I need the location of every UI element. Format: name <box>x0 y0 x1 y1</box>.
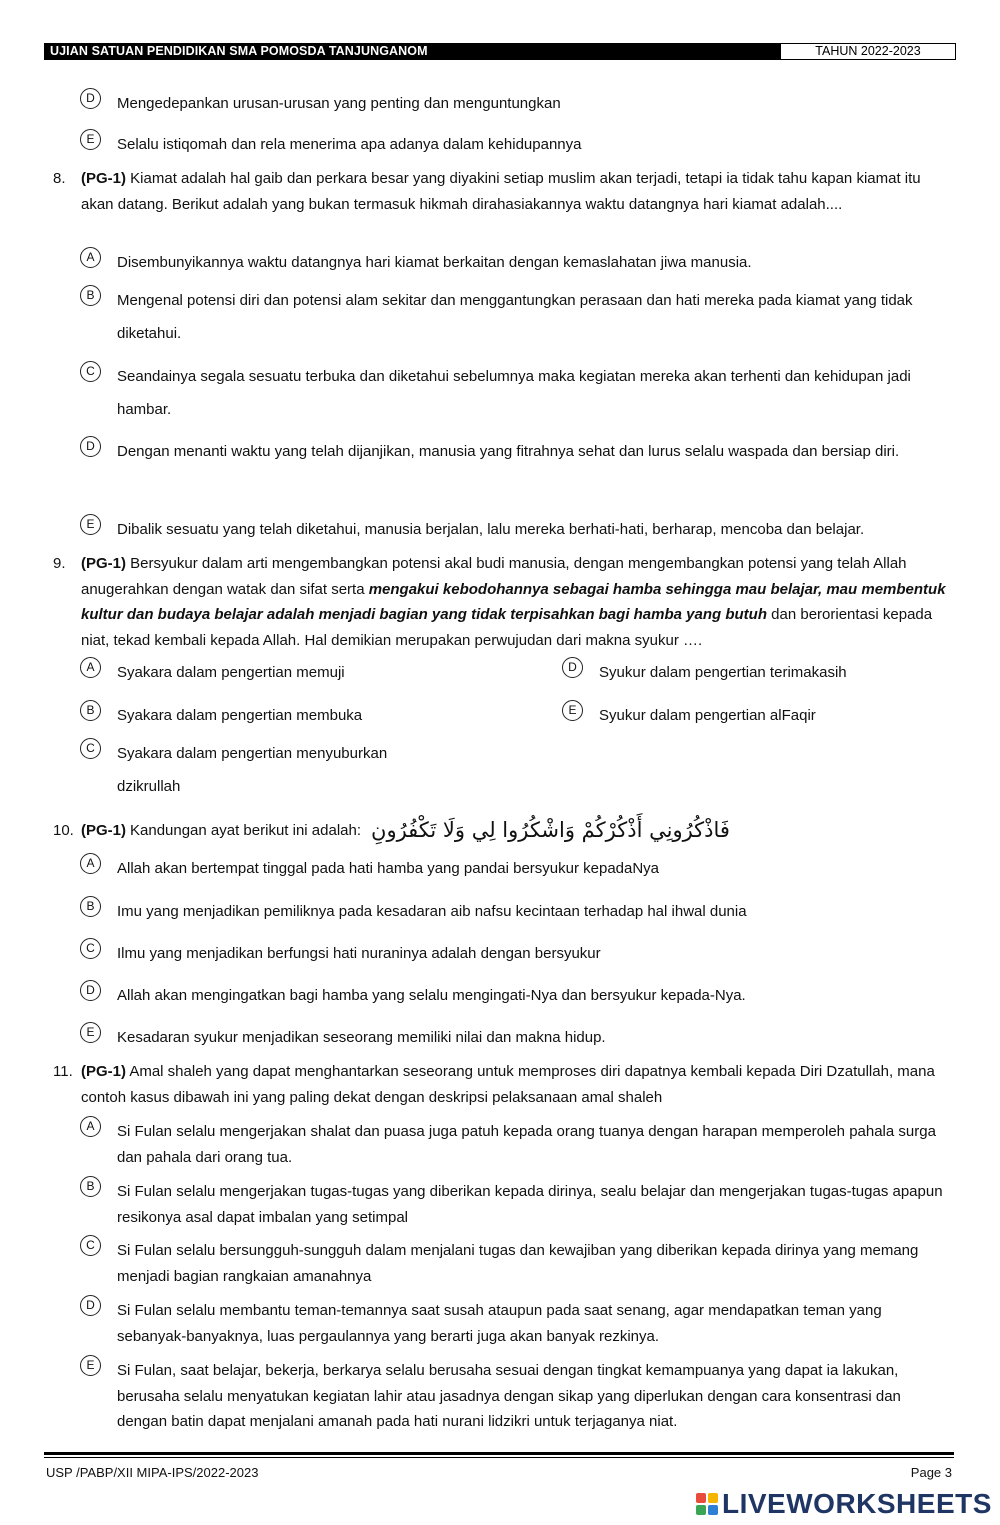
question-tag: (PG-1) <box>81 555 126 572</box>
option-circle[interactable]: A <box>80 247 101 268</box>
question-stem <box>81 1059 953 1110</box>
q8-option-e[interactable] <box>80 517 955 543</box>
option-text: Kesadaran syukur menjadikan seseorang memiliki nilai dan makna hidup. <box>117 1029 606 1046</box>
option-text: Allah akan bertempat tinggal pada hati hamba yang pandai bersyukur kepadaNya <box>117 860 660 877</box>
option-text: Si Fulan selalu mengerjakan shalat dan puasa juga patuh kepada orang tuanya dengan harapan memperoleh pahala surga dan pahala dari orang tua. <box>117 1123 936 1166</box>
option-circle[interactable]: C <box>80 361 101 382</box>
option-circle[interactable]: E <box>80 514 101 535</box>
question-text: Amal shaleh yang dapat menghantarkan seseorang untuk memproses diri dapatnya kembali kepada Diri Dzatullah, mana contoh kasus dibawah ini yang paling dekat dengan deskripsi pelaksanaan amal shaleh <box>81 1063 935 1106</box>
option-circle[interactable]: D <box>80 88 101 109</box>
question-10 <box>53 818 730 842</box>
logo-square-blue <box>708 1505 718 1515</box>
option-text: Disembunyikannya waktu datangnya hari kiamat berkaitan dengan kemaslahatan jiwa manusia. <box>117 254 752 271</box>
option-circle[interactable]: A <box>80 853 101 874</box>
liveworksheets-logo <box>696 1488 992 1520</box>
option-text: Mengenal potensi diri dan potensi alam sekitar dan menggantungkan perasaan dan hati mereka pada kiamat yang tidak diketahui. <box>117 292 913 342</box>
option-text: Syukur dalam pengertian terimakasih <box>599 664 847 681</box>
q10-option-d[interactable] <box>80 983 746 1009</box>
question-text: Kandungan ayat berikut ini adalah: <box>130 821 362 839</box>
option-text: Ilmu yang menjadikan berfungsi hati nuraninya adalah dengan bersyukur <box>117 945 601 962</box>
option-circle[interactable]: B <box>80 700 101 721</box>
question-number: 11. <box>53 1063 73 1080</box>
q7-option-e[interactable] <box>80 132 581 158</box>
header-title: UJIAN SATUAN PENDIDIKAN SMA POMOSDA TANJUNGANOM <box>44 43 780 60</box>
q9-option-e[interactable] <box>562 703 816 729</box>
q8-option-b[interactable] <box>80 288 955 350</box>
q10-option-b[interactable] <box>80 899 747 925</box>
option-text: Imu yang menjadikan pemiliknya pada kesadaran aib nafsu kecintaan terhadap hal ihwal dunia <box>117 903 747 920</box>
option-text: Selalu istiqomah dan rela menerima apa adanya dalam kehidupannya <box>117 136 582 153</box>
q9-option-a[interactable] <box>80 660 345 686</box>
footer-code: USP /PABP/XII MIPA-IPS/2022-2023 <box>46 1465 259 1480</box>
question-text: Bersyukur dalam arti mengembangkan potensi akal budi manusia, dengan mengembangkan potensi yang telah Allah anugerahkan dengan watak dan sifat serta <box>81 555 907 598</box>
option-circle[interactable]: E <box>80 1355 101 1376</box>
option-circle[interactable]: D <box>562 657 583 678</box>
option-text: Si Fulan selalu mengerjakan tugas-tugas yang diberikan kepada dirinya, sealu belajar dan mengerjakan tugas-tugas apapun resikonya asal dapat imbalan yang setimpal <box>117 1183 943 1226</box>
question-text-end: dan berorientasi kepada niat, tekad kembali kepada Allah. Hal demikian merupakan perwujudan dari makna syukur …. <box>81 606 933 649</box>
arabic-verse: فَاذْكُرُونِي أَذْكُرْكُمْ وَاشْكُرُوا لِي وَلَا تَكْفُرُونِ <box>371 818 730 842</box>
option-circle[interactable]: E <box>80 129 101 150</box>
q10-option-c[interactable] <box>80 941 601 967</box>
page-number: Page 3 <box>910 1465 952 1480</box>
footer-rule-thin <box>44 1457 954 1458</box>
option-circle[interactable]: B <box>80 896 101 917</box>
option-text: Si Fulan, saat belajar, bekerja, berkarya selalu berusaha sesuai dengan tingkat kemampuanya yang dapat ia lakukan, berusaha selalu menyatukan kegiatan lahir atau jasadnya dengan sikap yang diperlukan dengan cara konsentrasi dan dengan batin dapat menjalani amanah pada hati nurani lidzikri untuk terjaganya niat. <box>117 1362 901 1430</box>
option-circle[interactable]: B <box>80 1176 101 1197</box>
q11-option-a[interactable] <box>80 1119 950 1170</box>
option-circle[interactable]: C <box>80 738 101 759</box>
q8-option-d[interactable] <box>80 439 955 468</box>
option-text: Si Fulan selalu membantu teman-temannya saat susah ataupun pada saat senang, agar mendapatkan teman yang sebanyak-banyaknya, luas pergaulannya yang berarti juga akan banyak rezkinya. <box>117 1302 882 1345</box>
question-number: 9. <box>53 555 66 572</box>
logo-square-yellow <box>708 1493 718 1503</box>
option-circle[interactable]: A <box>80 1116 101 1137</box>
option-circle[interactable]: C <box>80 1235 101 1256</box>
logo-square-green <box>696 1505 706 1515</box>
footer-rule <box>44 1452 954 1455</box>
question-stem <box>81 166 953 217</box>
logo-square-red <box>696 1493 706 1503</box>
q8-option-c[interactable] <box>80 364 955 426</box>
option-text: Dibalik sesuatu yang telah diketahui, manusia berjalan, lalu mereka berhati-hati, berharap, mencoba dan belajar. <box>117 521 865 538</box>
question-tag: (PG-1) <box>81 821 126 839</box>
question-number: 8. <box>53 170 66 187</box>
option-circle[interactable]: D <box>80 980 101 1001</box>
question-8 <box>53 166 953 217</box>
brand-name: LIVEWORKSHEETS <box>722 1488 992 1519</box>
q9-option-b[interactable] <box>80 703 362 729</box>
question-tag: (PG-1) <box>81 170 126 187</box>
liveworksheets-logo-icon <box>696 1493 718 1515</box>
q11-option-d[interactable] <box>80 1298 950 1349</box>
option-text: Allah akan mengingatkan bagi hamba yang selalu mengingati-Nya dan bersyukur kepada-Nya. <box>117 987 746 1004</box>
q8-option-a[interactable] <box>80 250 955 276</box>
q10-option-e[interactable] <box>80 1025 606 1051</box>
q7-option-d[interactable] <box>80 91 561 117</box>
option-text: Syukur dalam pengertian alFaqir <box>599 707 816 724</box>
q10-option-a[interactable] <box>80 856 659 882</box>
option-circle[interactable]: C <box>80 938 101 959</box>
option-circle[interactable]: D <box>80 436 101 457</box>
option-text: Si Fulan selalu bersungguh-sungguh dalam menjalani tugas dan kewajiban yang diberikan kepada dirinya yang memang menjadi bagian rangkaian amanahnya <box>117 1242 919 1285</box>
option-text: Syakara dalam pengertian membuka <box>117 707 363 724</box>
q11-option-c[interactable] <box>80 1238 950 1289</box>
option-text: Seandainya segala sesuatu terbuka dan diketahui sebelumnya maka kegiatan mereka akan terhenti dan kehidupan jadi hambar. <box>117 368 911 418</box>
option-text: Mengedepankan urusan-urusan yang penting dan menguntungkan <box>117 95 561 112</box>
question-11 <box>53 1059 953 1110</box>
question-number: 10. <box>53 821 74 839</box>
q11-option-b[interactable] <box>80 1179 950 1230</box>
option-text: Dengan menanti waktu yang telah dijanjikan, manusia yang fitrahnya sehat dan lurus selalu waspada dan bersiap diri. <box>117 443 900 460</box>
question-text: Kiamat adalah hal gaib dan perkara besar yang diyakini setiap muslim akan terjadi, tetapi ia tidak tahu kapan kiamat itu akan datang. Berikut adalah yang bukan termasuk hikmah dirahasiakannya waktu datangnya hari kiamat adalah.... <box>81 170 921 213</box>
option-circle[interactable]: E <box>80 1022 101 1043</box>
question-emphasis: mengakui kebodohannya sebagai hamba sehingga mau belajar, mau membentuk kultur dan budaya belajar adalah menjadi bagian yang tidak terpisahkan bagi hamba yang butuh <box>81 580 946 623</box>
option-circle[interactable]: E <box>562 700 583 721</box>
option-text: Syakara dalam pengertian menyuburkan dzikrullah <box>117 745 388 795</box>
option-circle[interactable]: B <box>80 285 101 306</box>
option-text: Syakara dalam pengertian memuji <box>117 664 345 681</box>
question-tag: (PG-1) <box>81 1063 126 1080</box>
q9-option-d[interactable] <box>562 660 847 686</box>
option-circle[interactable]: D <box>80 1295 101 1316</box>
q11-option-e[interactable] <box>80 1358 950 1435</box>
header-year: TAHUN 2022-2023 <box>780 43 956 60</box>
question-9 <box>53 551 953 653</box>
option-circle[interactable]: A <box>80 657 101 678</box>
q9-option-c[interactable] <box>80 741 420 803</box>
question-stem <box>81 551 953 653</box>
